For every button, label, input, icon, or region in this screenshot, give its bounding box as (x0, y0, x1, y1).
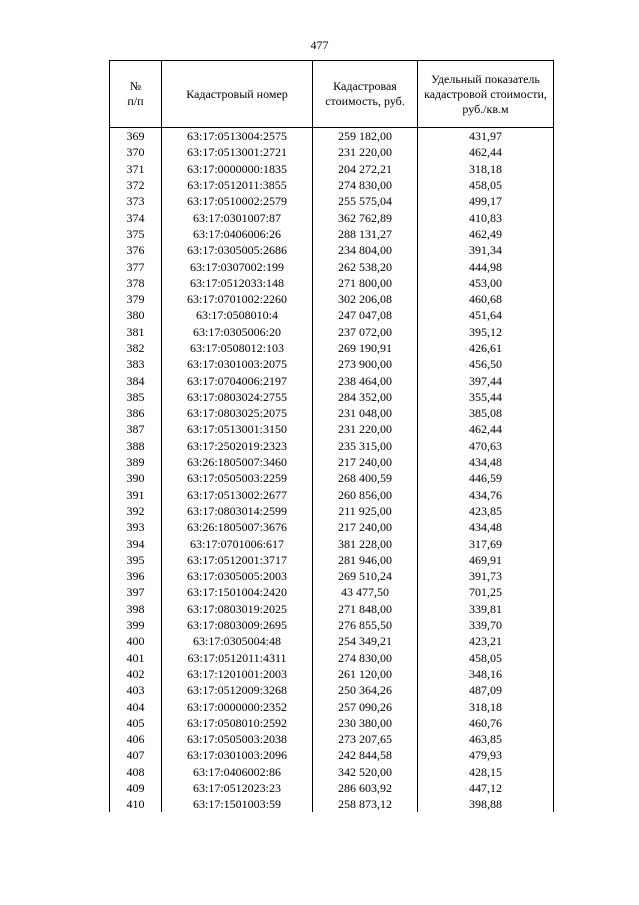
header-cadastral-number (162, 61, 313, 128)
cadastral-value-cell: 362 762,89 (313, 209, 418, 225)
row-number-cell: 370 (110, 144, 162, 160)
cadastral-value-cell: 257 090,26 (313, 698, 418, 714)
specific-value-cell: 499,17 (418, 193, 554, 209)
row-number-cell: 396 (110, 568, 162, 584)
row-number-cell: 378 (110, 275, 162, 291)
row-number-cell: 375 (110, 226, 162, 242)
row-number-cell: 381 (110, 324, 162, 340)
table-row (110, 780, 554, 796)
row-number-cell: 377 (110, 258, 162, 274)
cadastral-number-cell: 63:26:1805007:3460 (162, 454, 313, 470)
cadastral-value-cell: 217 240,00 (313, 519, 418, 535)
table-row (110, 796, 554, 812)
cadastral-number-cell: 63:17:0505003:2038 (162, 731, 313, 747)
cadastral-number-cell: 63:17:0512033:148 (162, 275, 313, 291)
specific-value-cell: 470,63 (418, 438, 554, 454)
table-row (110, 275, 554, 291)
header-cadastral-value (313, 61, 418, 128)
table-row (110, 389, 554, 405)
row-number-cell: 402 (110, 666, 162, 682)
table-row (110, 226, 554, 242)
row-number-cell: 382 (110, 340, 162, 356)
cadastral-value-cell: 262 538,20 (313, 258, 418, 274)
table-row (110, 438, 554, 454)
table-row (110, 601, 554, 617)
cadastral-number-cell: 63:17:0513001:2721 (162, 144, 313, 160)
specific-value-cell: 431,97 (418, 128, 554, 145)
table-row (110, 519, 554, 535)
cadastral-number-cell: 63:17:0000000:1835 (162, 161, 313, 177)
cadastral-value-cell: 204 272,21 (313, 161, 418, 177)
specific-value-cell: 397,44 (418, 372, 554, 388)
specific-value-cell: 339,70 (418, 617, 554, 633)
table-row (110, 682, 554, 698)
specific-value-cell: 458,05 (418, 650, 554, 666)
table-row (110, 650, 554, 666)
cadastral-value-cell: 381 228,00 (313, 535, 418, 551)
specific-value-cell: 317,69 (418, 535, 554, 551)
table-row (110, 372, 554, 388)
header-cadastral-value-label: Кадастровая стоимость, руб. (325, 79, 405, 108)
row-number-cell: 392 (110, 503, 162, 519)
cadastral-value-cell: 284 352,00 (313, 389, 418, 405)
table-row (110, 617, 554, 633)
table-row (110, 356, 554, 372)
row-number-cell: 403 (110, 682, 162, 698)
table-row (110, 421, 554, 437)
row-number-cell: 372 (110, 177, 162, 193)
table-row (110, 193, 554, 209)
cadastral-value-cell: 242 844,58 (313, 747, 418, 763)
cadastral-value-cell: 271 800,00 (313, 275, 418, 291)
cadastral-value-cell: 259 182,00 (313, 128, 418, 145)
cadastral-number-cell: 63:17:0505003:2259 (162, 470, 313, 486)
specific-value-cell: 339,81 (418, 601, 554, 617)
cadastral-number-cell: 63:17:0301003:2075 (162, 356, 313, 372)
specific-value-cell: 444,98 (418, 258, 554, 274)
cadastral-number-cell: 63:17:2502019:2323 (162, 438, 313, 454)
cadastral-number-cell: 63:17:0803009:2695 (162, 617, 313, 633)
cadastral-value-cell: 231 220,00 (313, 421, 418, 437)
table-row (110, 633, 554, 649)
cadastral-value-cell: 274 830,00 (313, 650, 418, 666)
cadastral-number-cell: 63:17:0701002:2260 (162, 291, 313, 307)
table-row (110, 242, 554, 258)
cadastral-value-cell: 273 900,00 (313, 356, 418, 372)
cadastral-number-cell: 63:17:0508010:4 (162, 307, 313, 323)
specific-value-cell: 487,09 (418, 682, 554, 698)
cadastral-value-cell: 238 464,00 (313, 372, 418, 388)
table-row (110, 454, 554, 470)
cadastral-value-cell: 234 804,00 (313, 242, 418, 258)
cadastral-number-cell: 63:17:0301003:2096 (162, 747, 313, 763)
row-number-cell: 398 (110, 601, 162, 617)
table-row (110, 161, 554, 177)
cadastral-number-cell: 63:17:0513001:3150 (162, 421, 313, 437)
table-row (110, 144, 554, 160)
row-number-cell: 391 (110, 487, 162, 503)
row-number-cell: 408 (110, 764, 162, 780)
cadastral-value-cell: 269 510,24 (313, 568, 418, 584)
specific-value-cell: 462,44 (418, 144, 554, 160)
cadastral-number-cell: 63:17:0510002:2579 (162, 193, 313, 209)
specific-value-cell: 456,50 (418, 356, 554, 372)
table-row (110, 535, 554, 551)
row-number-cell: 384 (110, 372, 162, 388)
cadastral-number-cell: 63:17:0307002:199 (162, 258, 313, 274)
row-number-cell: 394 (110, 535, 162, 551)
cadastral-value-cell: 43 477,50 (313, 584, 418, 600)
table-row (110, 552, 554, 568)
cadastral-value-cell: 260 856,00 (313, 487, 418, 503)
cadastral-number-cell: 63:17:0406006:26 (162, 226, 313, 242)
cadastral-number-cell: 63:17:0704006:2197 (162, 372, 313, 388)
specific-value-cell: 460,68 (418, 291, 554, 307)
header-specific-value-label: Удельный показатель кадастровой стоимости, руб./кв.м (424, 71, 547, 116)
cadastral-number-cell: 63:17:0305004:48 (162, 633, 313, 649)
cadastral-value-cell: 217 240,00 (313, 454, 418, 470)
page-number: 477 (310, 38, 329, 52)
row-number-cell: 393 (110, 519, 162, 535)
specific-value-cell: 447,12 (418, 780, 554, 796)
cadastral-number-cell: 63:17:0803019:2025 (162, 601, 313, 617)
cadastral-table (109, 60, 554, 812)
specific-value-cell: 318,18 (418, 698, 554, 714)
table-row (110, 666, 554, 682)
cadastral-number-cell: 63:17:0803025:2075 (162, 405, 313, 421)
row-number-cell: 395 (110, 552, 162, 568)
row-number-cell: 401 (110, 650, 162, 666)
cadastral-value-cell: 250 364,26 (313, 682, 418, 698)
cadastral-value-cell: 230 380,00 (313, 715, 418, 731)
cadastral-number-cell: 63:17:0512023:23 (162, 780, 313, 796)
row-number-cell: 409 (110, 780, 162, 796)
cadastral-number-cell: 63:17:0512011:3855 (162, 177, 313, 193)
row-number-cell: 410 (110, 796, 162, 812)
cadastral-value-cell: 237 072,00 (313, 324, 418, 340)
specific-value-cell: 463,85 (418, 731, 554, 747)
cadastral-number-cell: 63:17:0301007:87 (162, 209, 313, 225)
cadastral-number-cell: 63:17:0406002:86 (162, 764, 313, 780)
specific-value-cell: 391,34 (418, 242, 554, 258)
cadastral-number-cell: 63:17:0513004:2575 (162, 128, 313, 145)
cadastral-number-cell: 63:17:0508012:103 (162, 340, 313, 356)
cadastral-number-cell: 63:17:0512011:4311 (162, 650, 313, 666)
cadastral-value-cell: 273 207,65 (313, 731, 418, 747)
cadastral-number-cell: 63:17:0512001:3717 (162, 552, 313, 568)
cadastral-value-cell: 231 048,00 (313, 405, 418, 421)
specific-value-cell: 426,61 (418, 340, 554, 356)
cadastral-value-cell: 254 349,21 (313, 633, 418, 649)
row-number-cell: 404 (110, 698, 162, 714)
cadastral-value-cell: 269 190,91 (313, 340, 418, 356)
cadastral-number-cell: 63:17:0803014:2599 (162, 503, 313, 519)
row-number-cell: 374 (110, 209, 162, 225)
cadastral-number-cell: 63:17:0305005:2003 (162, 568, 313, 584)
row-number-cell: 376 (110, 242, 162, 258)
table-row (110, 258, 554, 274)
row-number-cell: 399 (110, 617, 162, 633)
specific-value-cell: 395,12 (418, 324, 554, 340)
specific-value-cell: 398,88 (418, 796, 554, 812)
table-row (110, 747, 554, 763)
cadastral-value-cell: 274 830,00 (313, 177, 418, 193)
table-row (110, 731, 554, 747)
cadastral-number-cell: 63:17:1201001:2003 (162, 666, 313, 682)
row-number-cell: 385 (110, 389, 162, 405)
specific-value-cell: 446,59 (418, 470, 554, 486)
table-row (110, 698, 554, 714)
row-number-cell: 386 (110, 405, 162, 421)
table-row (110, 209, 554, 225)
row-number-cell: 400 (110, 633, 162, 649)
row-number-cell: 405 (110, 715, 162, 731)
header-row-number-label: № п/п (127, 79, 144, 108)
cadastral-number-cell: 63:17:0305006:20 (162, 324, 313, 340)
row-number-cell: 397 (110, 584, 162, 600)
row-number-cell: 373 (110, 193, 162, 209)
cadastral-value-cell: 342 520,00 (313, 764, 418, 780)
specific-value-cell: 460,76 (418, 715, 554, 731)
specific-value-cell: 318,18 (418, 161, 554, 177)
row-number-cell: 383 (110, 356, 162, 372)
cadastral-number-cell: 63:26:1805007:3676 (162, 519, 313, 535)
cadastral-value-cell: 286 603,92 (313, 780, 418, 796)
cadastral-value-cell: 288 131,27 (313, 226, 418, 242)
cadastral-value-cell: 302 206,08 (313, 291, 418, 307)
row-number-cell: 387 (110, 421, 162, 437)
specific-value-cell: 434,76 (418, 487, 554, 503)
specific-value-cell: 434,48 (418, 519, 554, 535)
row-number-cell: 380 (110, 307, 162, 323)
cadastral-number-cell: 63:17:0803024:2755 (162, 389, 313, 405)
specific-value-cell: 458,05 (418, 177, 554, 193)
header-specific-value (418, 61, 554, 128)
specific-value-cell: 355,44 (418, 389, 554, 405)
row-number-cell: 388 (110, 438, 162, 454)
specific-value-cell: 434,48 (418, 454, 554, 470)
cadastral-value-cell: 276 855,50 (313, 617, 418, 633)
cadastral-number-cell: 63:17:0305005:2686 (162, 242, 313, 258)
cadastral-value-cell: 235 315,00 (313, 438, 418, 454)
row-number-cell: 407 (110, 747, 162, 763)
cadastral-number-cell: 63:17:0513002:2677 (162, 487, 313, 503)
table-row (110, 715, 554, 731)
row-number-cell: 406 (110, 731, 162, 747)
cadastral-value-cell: 268 400,59 (313, 470, 418, 486)
table-row (110, 503, 554, 519)
table-row (110, 324, 554, 340)
cadastral-value-cell: 247 047,08 (313, 307, 418, 323)
table-row (110, 487, 554, 503)
specific-value-cell: 469,91 (418, 552, 554, 568)
table-row (110, 568, 554, 584)
cadastral-value-cell: 255 575,04 (313, 193, 418, 209)
specific-value-cell: 428,15 (418, 764, 554, 780)
specific-value-cell: 462,49 (418, 226, 554, 242)
table-row (110, 128, 554, 145)
row-number-cell: 371 (110, 161, 162, 177)
header-cadastral-number-label: Кадастровый номер (186, 86, 288, 101)
table-row (110, 764, 554, 780)
cadastral-number-cell: 63:17:1501004:2420 (162, 584, 313, 600)
cadastral-value-cell: 231 220,00 (313, 144, 418, 160)
cadastral-number-cell: 63:17:0000000:2352 (162, 698, 313, 714)
specific-value-cell: 423,85 (418, 503, 554, 519)
cadastral-number-cell: 63:17:1501003:59 (162, 796, 313, 812)
specific-value-cell: 391,73 (418, 568, 554, 584)
specific-value-cell: 451,64 (418, 307, 554, 323)
specific-value-cell: 410,83 (418, 209, 554, 225)
specific-value-cell: 385,08 (418, 405, 554, 421)
specific-value-cell: 479,93 (418, 747, 554, 763)
row-number-cell: 369 (110, 128, 162, 145)
row-number-cell: 390 (110, 470, 162, 486)
cadastral-number-cell: 63:17:0512009:3268 (162, 682, 313, 698)
row-number-cell: 379 (110, 291, 162, 307)
table-row (110, 291, 554, 307)
cadastral-value-cell: 261 120,00 (313, 666, 418, 682)
table-row (110, 405, 554, 421)
specific-value-cell: 348,16 (418, 666, 554, 682)
cadastral-value-cell: 271 848,00 (313, 601, 418, 617)
specific-value-cell: 462,44 (418, 421, 554, 437)
cadastral-number-cell: 63:17:0508010:2592 (162, 715, 313, 731)
specific-value-cell: 453,00 (418, 275, 554, 291)
table-header-row (110, 61, 554, 128)
cadastral-value-cell: 281 946,00 (313, 552, 418, 568)
header-row-number (110, 61, 162, 128)
cadastral-value-cell: 211 925,00 (313, 503, 418, 519)
specific-value-cell: 701,25 (418, 584, 554, 600)
table-row (110, 584, 554, 600)
table-row (110, 177, 554, 193)
table-row (110, 307, 554, 323)
cadastral-value-cell: 258 873,12 (313, 796, 418, 812)
table-body (110, 128, 554, 813)
table-row (110, 470, 554, 486)
cadastral-number-cell: 63:17:0701006:617 (162, 535, 313, 551)
table-row (110, 340, 554, 356)
specific-value-cell: 423,21 (418, 633, 554, 649)
row-number-cell: 389 (110, 454, 162, 470)
